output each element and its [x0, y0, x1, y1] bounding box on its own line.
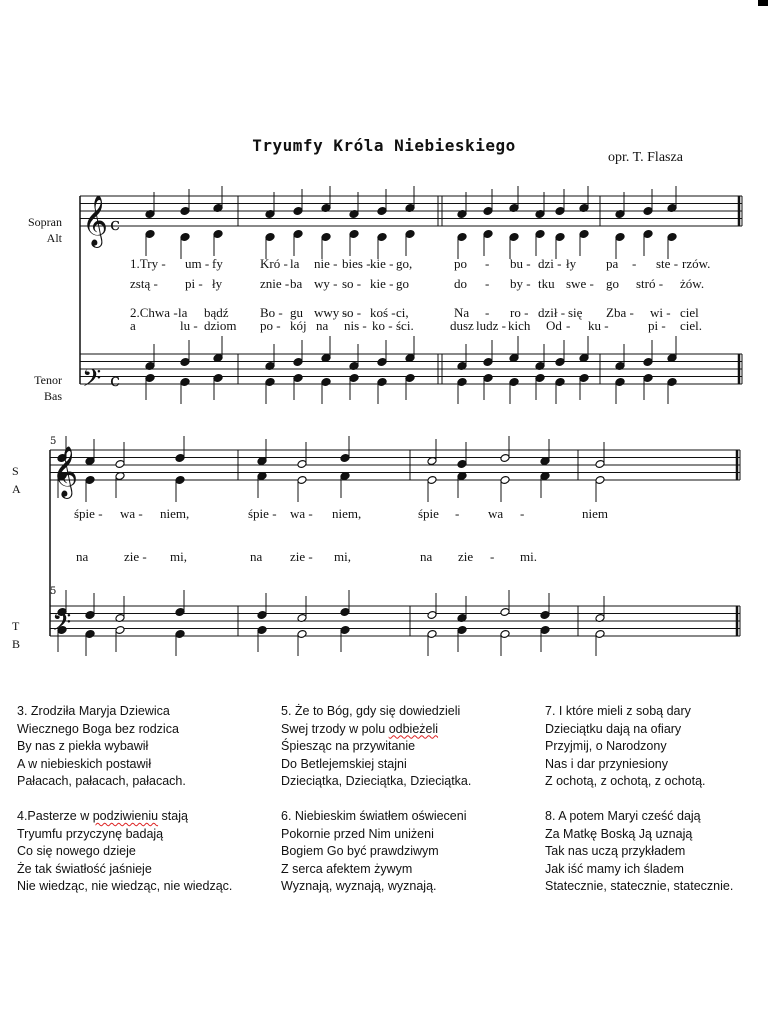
lyric-syllable: po	[454, 256, 467, 271]
lyric-syllable: ci,	[396, 305, 409, 320]
treble-clef-icon: 𝄞	[52, 446, 79, 497]
note-head	[85, 439, 95, 465]
voice-labels-tb	[12, 617, 26, 653]
verse-6	[281, 808, 466, 896]
note-head	[213, 374, 223, 400]
note-head	[213, 336, 223, 362]
verse-line: 3. Zrodziła Maryja Dziewica	[17, 704, 170, 718]
lyric-syllable: mi,	[334, 549, 351, 564]
note-head	[257, 626, 267, 652]
note-head	[115, 442, 125, 468]
voice-label-s: S	[12, 464, 19, 478]
note-head	[667, 186, 677, 212]
note-head	[483, 340, 493, 366]
lyric-syllable: ba	[290, 276, 303, 291]
note-head	[509, 186, 519, 212]
lyric-syllable: -	[455, 506, 460, 521]
verse-line: A w niebieskich postawił	[17, 756, 152, 771]
verse-4	[17, 808, 232, 896]
lyric-syllable: bies -	[342, 256, 371, 271]
lyric-syllable: na	[250, 549, 263, 564]
lyric-syllable: a	[130, 318, 136, 333]
lyric-syllable: um -	[185, 256, 210, 271]
lyric-syllable: kie -	[370, 256, 394, 271]
voice-labels-lower	[14, 372, 62, 404]
note-head	[457, 344, 467, 370]
note-head	[340, 626, 350, 652]
lyric-syllable: dziom	[204, 318, 237, 333]
lyric-syllable: pi -	[185, 276, 203, 291]
note-head	[213, 186, 223, 212]
lyric-syllable: -	[520, 506, 525, 521]
lyric-syllable: kich	[508, 318, 531, 333]
lyric-syllable: ciel	[680, 305, 699, 320]
note-head	[293, 189, 303, 215]
note-head	[427, 439, 437, 465]
note-head	[555, 378, 565, 404]
note-head	[509, 336, 519, 362]
verse-line: Z serca afektem żywym	[281, 861, 413, 876]
note-head	[297, 442, 307, 468]
lyric-syllable: dzi -	[538, 256, 562, 271]
lyric-syllable: Kró -	[260, 256, 288, 271]
note-head	[349, 230, 359, 256]
lyric-syllable: Od	[546, 318, 562, 333]
note-head	[483, 230, 493, 256]
note-head	[293, 230, 303, 256]
note-head	[180, 340, 190, 366]
lyric-syllable: -	[490, 549, 495, 564]
note-head	[667, 378, 677, 404]
verse-line: 5. Że to Bóg, gdy się dowiedzieli	[281, 704, 461, 718]
lyric-syllable: go,	[396, 256, 413, 271]
note-head	[297, 630, 307, 656]
lyric-syllable: ro -	[510, 305, 529, 320]
verse-line: Do Betlejemskiej stajni	[281, 756, 407, 771]
note-head	[405, 336, 415, 362]
spellcheck-word: podziwieniu	[92, 809, 159, 823]
note-head	[595, 630, 605, 656]
lyric-syllable: pi -	[648, 318, 666, 333]
note-head	[500, 436, 510, 462]
note-head	[321, 186, 331, 212]
note-head	[115, 472, 125, 498]
lyric-syllable: bu -	[510, 256, 531, 271]
verse-line: 4.Pasterze w podziwieniu stają	[17, 809, 188, 823]
lyric-syllable: znie -	[260, 276, 290, 291]
lyric-syllable: Zba -	[606, 305, 634, 320]
spellcheck-word: odbieżeli	[388, 721, 439, 736]
measure-number: 5	[50, 586, 57, 597]
lyric-syllable: zie -	[290, 549, 313, 564]
note-head	[293, 340, 303, 366]
note-head	[213, 230, 223, 256]
lyric-syllable: bądź	[204, 305, 229, 320]
note-head	[115, 596, 125, 622]
lyric-syllable: so -	[342, 305, 362, 320]
note-head	[115, 626, 125, 652]
note-head	[595, 442, 605, 468]
note-head	[405, 186, 415, 212]
lyric-syllable: ko -	[372, 318, 393, 333]
verse-line: Nie wiedząc, nie wiedząc, nie wiedząc.	[17, 879, 233, 893]
lyric-syllable: dził -	[538, 305, 566, 320]
song-title: Tryumfy Króla Niebieskiego	[252, 136, 516, 155]
verse-line: Dzieciątku dają na ofiary	[545, 721, 682, 736]
lyric-syllable: wa	[488, 506, 504, 521]
lyric-syllable: ste -	[656, 256, 679, 271]
lyric-syllable: wa -	[290, 506, 313, 521]
lyric-syllable: zie -	[124, 549, 147, 564]
lyric-syllable: po -	[260, 318, 281, 333]
lyric-syllable: wwy -	[314, 305, 347, 320]
lyric-syllable: na	[316, 318, 329, 333]
lyric-syllable: wi -	[650, 305, 671, 320]
lyric-syllable: nie -	[314, 256, 338, 271]
note-head	[500, 630, 510, 656]
note-head	[595, 596, 605, 622]
note-head	[377, 189, 387, 215]
verse-5	[281, 703, 471, 791]
lyric-syllable: na	[420, 549, 433, 564]
note-head	[643, 230, 653, 256]
verse-line: Wyznają, wyznają, wyznają.	[281, 879, 437, 893]
note-head	[579, 186, 589, 212]
note-head	[535, 344, 545, 370]
voice-labels-sa	[12, 462, 26, 498]
note-head	[145, 344, 155, 370]
lyric-syllable: mi,	[170, 549, 187, 564]
voice-label-t: T	[12, 619, 20, 633]
lyric-syllable: fy	[212, 256, 223, 271]
lyric-syllable: koś -	[370, 305, 396, 320]
note-head	[579, 374, 589, 400]
lyric-syllable: gu	[290, 305, 303, 320]
verse-line: Jak iść mamy ich śladem	[545, 861, 684, 876]
lyric-syllable: by -	[510, 276, 531, 291]
verse-line: Co się nowego dzieje	[17, 844, 136, 858]
verse-line: 6. Niebieskim światłem oświeceni	[281, 809, 467, 823]
voice-label-bass: Bas	[44, 389, 62, 403]
verse-line: Pokornie przed Nim uniżeni	[281, 826, 434, 841]
note-head	[321, 378, 331, 404]
note-head	[377, 340, 387, 366]
verse-line: By nas z piekła wybawił	[17, 739, 149, 753]
lyric-syllable: lu -	[180, 318, 198, 333]
note-head	[145, 374, 155, 400]
note-head	[85, 630, 95, 656]
lyric-syllable: ku -	[588, 318, 609, 333]
note-head	[180, 189, 190, 215]
note-head	[349, 344, 359, 370]
note-head	[579, 230, 589, 256]
lyric-syllable: śpie -	[74, 506, 103, 521]
note-head	[257, 439, 267, 465]
lyric-syllable: rzów.	[682, 256, 711, 271]
note-head	[500, 476, 510, 502]
bass-clef-icon: 𝄢	[52, 608, 72, 643]
note-head	[175, 436, 185, 462]
lyric-syllable: śpie	[418, 506, 439, 521]
arranger-credit: opr. T. Flasza	[608, 150, 683, 165]
lyric-syllable: -	[485, 276, 490, 291]
note-head	[340, 436, 350, 462]
note-head	[257, 472, 267, 498]
note-head	[535, 374, 545, 400]
lyric-syllable: zstą -	[130, 276, 158, 291]
verse-line: Dzieciątka, Dzieciątka, Dzieciątka.	[281, 774, 472, 788]
lyric-syllable: 2.Chwa -	[130, 305, 178, 320]
verse-line: Z ochotą, z ochotą, z ochotą.	[545, 774, 706, 788]
note-head	[457, 442, 467, 468]
verse-line: Bogiem Go być prawdziwym	[281, 844, 439, 858]
note-head	[500, 590, 510, 616]
note-head	[457, 472, 467, 498]
verse-line: Pałacach, pałacach, pałacach.	[17, 774, 186, 788]
note-head	[509, 378, 519, 404]
lyric-syllable: na	[76, 549, 89, 564]
lyric-syllable: Na	[454, 305, 470, 320]
lyric-syllable: żów.	[680, 276, 705, 291]
lyric-syllable: niem,	[160, 506, 190, 521]
note-head	[297, 476, 307, 502]
note-head	[483, 189, 493, 215]
verse-7	[545, 703, 706, 791]
verse-line: Swej trzody w polu odbieżeli	[281, 721, 439, 736]
voice-label-soprano: Sopran	[28, 215, 62, 229]
note-head	[540, 439, 550, 465]
note-head	[540, 626, 550, 652]
verse-8	[545, 808, 733, 896]
verse-line: Że tak światłość jaśnieje	[17, 861, 152, 876]
lyric-syllable: się	[568, 305, 583, 320]
lyric-syllable: la	[290, 256, 300, 271]
note-head	[405, 374, 415, 400]
lyric-syllable: niem	[582, 506, 608, 521]
voice-label-a: A	[12, 482, 21, 496]
lyric-syllable: 1.Try -	[130, 256, 166, 271]
note-head	[615, 344, 625, 370]
note-head	[457, 378, 467, 404]
lyric-syllable: niem,	[332, 506, 362, 521]
note-head	[321, 336, 331, 362]
note-head	[340, 472, 350, 498]
time-signature: c	[110, 214, 121, 235]
note-head	[643, 189, 653, 215]
note-head	[540, 472, 550, 498]
verse-line: Śpiesząc na przywitanie	[281, 739, 416, 753]
lyric-syllable: ły	[566, 256, 577, 271]
note-head	[643, 340, 653, 366]
verse-line: Przyjmij, o Narodzony	[545, 739, 667, 753]
lyric-syllable: la	[178, 305, 188, 320]
voice-labels-upper	[14, 214, 62, 246]
lyric-syllable: wy -	[314, 276, 338, 291]
lyric-syllable: -	[485, 305, 490, 320]
note-head	[405, 230, 415, 256]
lyric-syllable: kój	[290, 318, 307, 333]
lyric-syllable: pa	[606, 256, 619, 271]
verse-line: Nas i dar przyniesiony	[545, 756, 668, 771]
note-head	[377, 378, 387, 404]
note-head	[297, 596, 307, 622]
lyric-syllable: ciel.	[680, 318, 703, 333]
lyric-syllable: tku	[538, 276, 555, 291]
lyric-syllable: ści.	[396, 318, 414, 333]
note-head	[555, 189, 565, 215]
lyric-syllable: -	[632, 256, 637, 271]
note-head	[457, 626, 467, 652]
note-head	[427, 476, 437, 502]
lyric-syllable: so -	[342, 276, 362, 291]
note-head	[483, 374, 493, 400]
note-head	[555, 340, 565, 366]
verse-line: 7. I które mieli z sobą dary	[545, 704, 691, 718]
note-head	[349, 374, 359, 400]
lyric-syllable: swe -	[566, 276, 594, 291]
lyric-syllable: nis -	[344, 318, 367, 333]
verse-line: Za Matkę Boską Ją uznają	[545, 826, 693, 841]
note-head	[457, 596, 467, 622]
verse-line: Wiecznego Boga bez rodzica	[17, 721, 179, 736]
note-head	[340, 590, 350, 616]
time-signature: c	[110, 370, 121, 391]
lyric-syllable: wa -	[120, 506, 143, 521]
lyric-syllable: Bo -	[260, 305, 283, 320]
voice-label-tenor: Tenor	[34, 373, 62, 387]
lyric-syllable: -	[566, 318, 571, 333]
note-head	[180, 378, 190, 404]
note-head	[579, 336, 589, 362]
note-head	[175, 630, 185, 656]
lyric-syllable: mi.	[520, 549, 537, 564]
note-head	[643, 374, 653, 400]
verse-line: 8. A potem Maryi cześć dają	[545, 809, 701, 823]
verse-line: Tryumfu przyczynę badają	[17, 826, 164, 841]
note-head	[293, 374, 303, 400]
lyric-syllable: ły	[212, 276, 223, 291]
lyric-syllable: śpie -	[248, 506, 277, 521]
note-head	[85, 476, 95, 502]
lyric-syllable: -	[485, 256, 490, 271]
note-head	[595, 476, 605, 502]
voice-label-b: B	[12, 637, 21, 651]
lyric-syllable: kie -	[370, 276, 394, 291]
note-head	[175, 590, 185, 616]
note-head	[175, 476, 185, 502]
note-head	[265, 344, 275, 370]
note-head	[615, 378, 625, 404]
treble-clef-icon: 𝄞	[82, 195, 109, 246]
lyric-syllable: do	[454, 276, 467, 291]
voice-label-alto: Alt	[46, 231, 62, 245]
note-head	[427, 630, 437, 656]
lyric-syllable: zie	[458, 549, 474, 564]
note-head	[667, 336, 677, 362]
bass-clef-icon: 𝄢	[82, 364, 102, 399]
lyric-syllable: go	[396, 276, 409, 291]
note-head	[535, 230, 545, 256]
note-head	[265, 378, 275, 404]
verse-3	[17, 703, 186, 791]
note-head	[145, 230, 155, 256]
lyric-syllable: go	[606, 276, 619, 291]
measure-number: 5	[50, 436, 57, 447]
lyric-syllable: stró -	[636, 276, 664, 291]
lyric-syllable: dusz	[450, 318, 474, 333]
lyric-syllable: ludz -	[476, 318, 506, 333]
verse-line: Tak nas uczą przykładem	[545, 844, 686, 858]
verse-line: Statecznie, statecznie, statecznie.	[545, 879, 734, 893]
